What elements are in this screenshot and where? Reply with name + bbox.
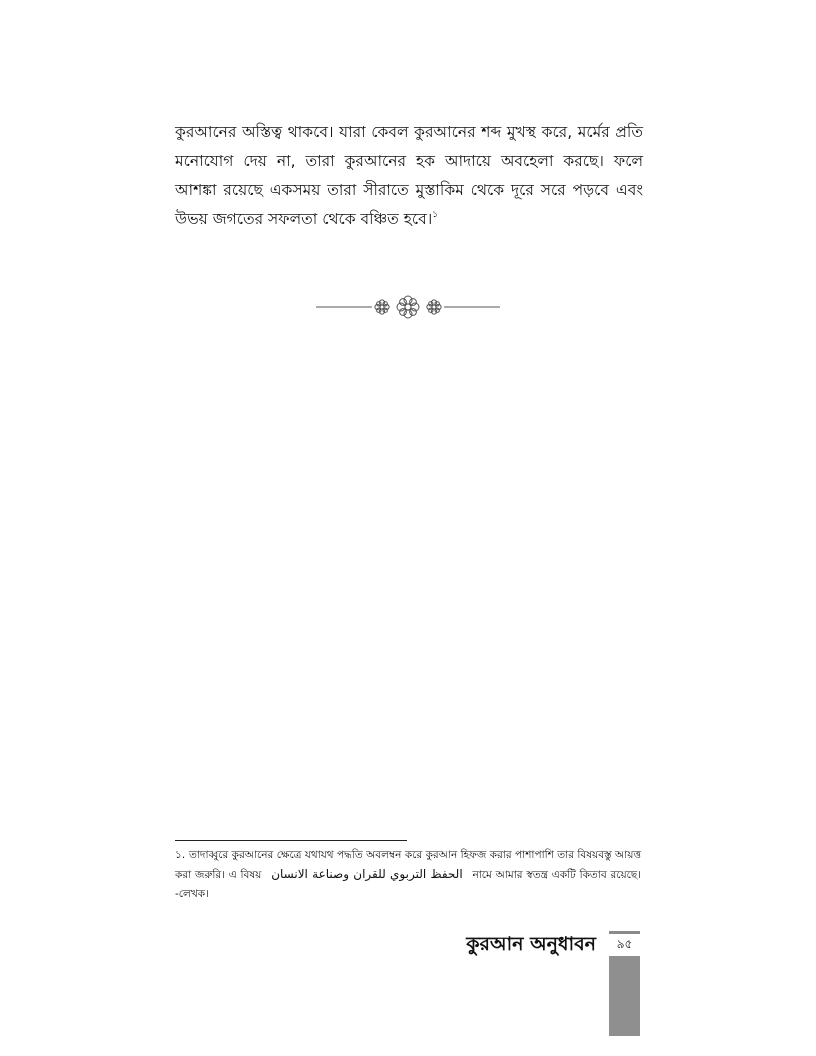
page-tab-rule [609, 931, 640, 934]
body-line: জগতের সফলতা থেকে বঞ্চিত হবে। [212, 210, 433, 228]
body-line: রয়েছে একসময় তারা সীরাতে মুস্তাকিম থেকে দূরে সরে পড়বে এবং উভয় [175, 181, 643, 228]
footnote-separator [175, 840, 407, 841]
page-number: ৯৫ [616, 937, 633, 951]
footnote-arabic-title: الحفظ التربوي للقران وصناعة الانسان [271, 867, 463, 881]
floral-divider-icon [316, 292, 500, 322]
body-line: কুরআনের অস্তিত্ব থাকবে। যারা কেবল কুরআনের শব্দ মুখস্থ করে, মর্মের প্রতি [175, 123, 643, 141]
footnote [175, 846, 641, 904]
footnote-text-end: নামে আমার স্বতন্ত্র একটি কিতাব রয়েছে। -লেখক। [175, 869, 642, 900]
footnote-reference: ১ [432, 210, 439, 220]
footnote-number: ১. [175, 849, 186, 861]
footnote-text: তাদাব্বুরে কুরআনের ক্ষেত্রে যথাযথ পদ্ধতি অবলম্বন করে কুরআন হিফজ করার পাশাপাশি তার বিষয়বস্তু আয়ত্ত করা জরুরি। এ বিষয় [175, 849, 641, 881]
body-line: মনোযোগ দেয় না, তারা কুরআনের হক আদায়ে অবহেলা করছে। ফলে আশঙ্কা [175, 152, 643, 199]
page-edge-tab [609, 956, 640, 1036]
running-footer-title: কুরআন অনুধাবন [466, 933, 596, 955]
body-paragraph [175, 118, 643, 234]
